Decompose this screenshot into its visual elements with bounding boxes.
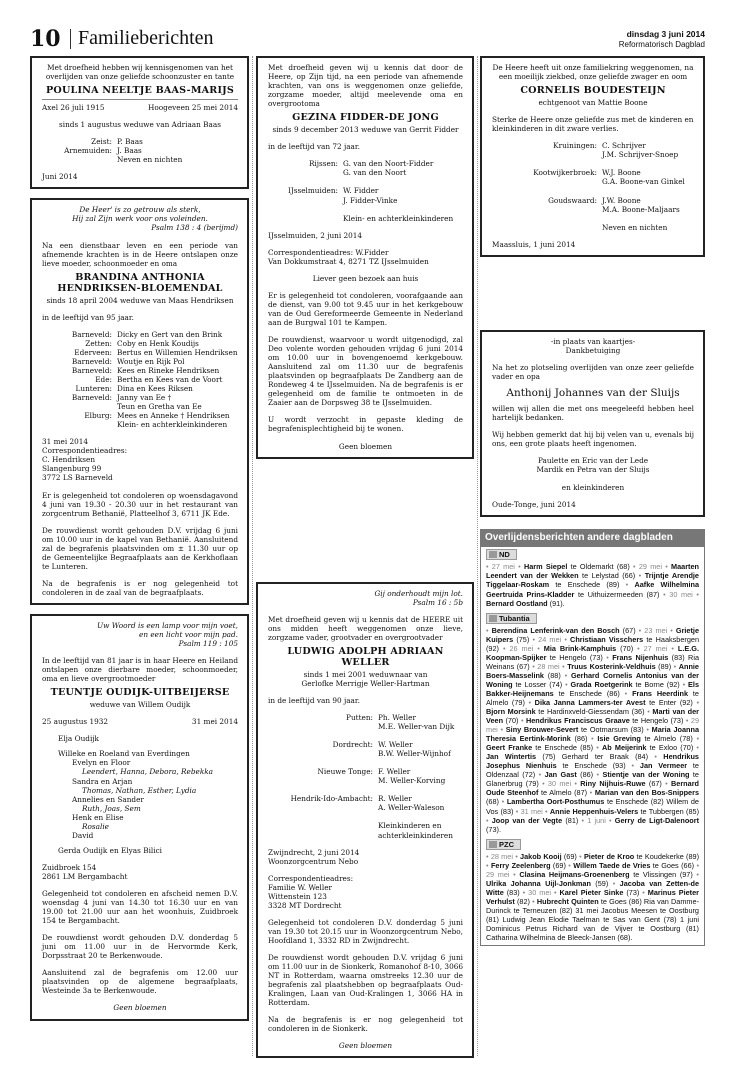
card-note: -in plaats van kaartjes- (550, 336, 636, 346)
mourner-place (268, 831, 373, 840)
divider (42, 99, 238, 100)
address-line: C. Hendriksen (42, 455, 96, 465)
widow-line: weduwe van Willem Oudijk (89, 700, 191, 710)
after-funeral-info: Na de begrafenis is er nog gelegenheid tot condoleren in de Sionkerk. (268, 1015, 463, 1034)
other-newspapers-list (480, 546, 705, 946)
mourner-names: Neven en nichten (602, 222, 668, 232)
newspaper-tag: PZC (486, 839, 521, 850)
quote-reference: Psalm 119 : 105 (178, 639, 238, 649)
mourners-list (268, 713, 463, 840)
mourner-place (492, 150, 597, 159)
mourner-place: Goudswaard: (548, 195, 597, 205)
mourner-place (492, 223, 597, 232)
burial-info: Aansluitend zal de begrafenis om 12.00 uur plaatsvinden op de algemene begraafplaats, Westeinde 3a te Berkenwoude. (42, 968, 238, 996)
notice-date: Oude-Tonge, juni 2014 (492, 500, 576, 510)
address-line: Van Dokkumstraat 4, 8271 TZ IJsselmuiden (268, 256, 429, 266)
mourners-list (42, 330, 238, 430)
notice-weller (256, 582, 474, 1059)
notice-intro: Na een dienstbaar leven en een periode van afnemende krachten is in de Heere ontslapen onze lieve moeder, schoonmoeder en oma (42, 240, 238, 268)
thanks-text: willen wij allen die met ons meegeleefd hebben heel hartelijk bedanken. (492, 403, 694, 422)
newspaper-name: Reformatorisch Dagblad (618, 40, 705, 49)
mourner-names: A. Weller-Waleson (378, 803, 445, 813)
mourner-place (268, 785, 373, 794)
date-line: Zwijndrecht, 2 juni 2014 (268, 847, 360, 857)
dress-note: U wordt verzocht in gepaste kleding de begrafenisplechtigheid bij te wonen. (268, 415, 463, 434)
widow-line: sinds 18 april 2004 weduwe van Maas Hendriksen (46, 295, 234, 305)
notice-intro: Met droefheid hebben wij kennisgenomen van het overlijden van onze geliefde schoonzuster en tante (45, 63, 235, 82)
mourner-names: Woutje en Rijk Pol (117, 356, 185, 366)
notice-van-der-sluijs (480, 330, 705, 518)
mourner-place: Dordrecht: (332, 740, 373, 750)
quote-line: Gij onderhoudt mijn lot. (374, 588, 463, 598)
obituary-list: • 28 mei • Jakob Kooij (69) • Pieter de Kroo te Koudekerke (89) • Ferry Zeelenberg (69) • Willem Taede de Vries te Goes (66) • 29 mei • Clasina Heijmans-Groenenberg te Vlissingen (97) • Ulrika Johanna Uijl-Jonkman (59) • Jacoba van Zetten-de Witte (83) • 30 mei • Karel Pieter Sinke (73) • Marinus Pieter Verhulst (82) • Hubrecht Quinten te Goes (86) Ria van Damme-Durinck te Terneuzen (82) 31 mei Jacobus Meesen te Oostburg (81) Ludwig Jean Elodie Taelman te Sas van Gent (78) 1 juni Dominicus Petrus Richard van de Vijver te Oostburg (81) Catharina Wilhelmina de Bleeck-Jansen (68). (486, 851, 700, 943)
address-line: Slangenburg 99 (42, 464, 102, 474)
mourner-place (492, 177, 597, 186)
deceased-name: CORNELIS BOUDESTEIJN (520, 85, 666, 97)
mourner-place (268, 196, 338, 205)
mourner-names (602, 214, 694, 223)
family-line: Henk en Elise (72, 812, 124, 822)
column-separator (252, 56, 253, 1056)
address-line: Familie W. Weller (268, 882, 333, 892)
notice-date: Juni 2014 (42, 172, 78, 182)
quote-line: Uw Woord is een lamp voor mijn voet, (97, 620, 238, 630)
address-line: Wittenstein 123 (268, 891, 327, 901)
quote-line: en een licht voor mijn pad. (139, 630, 238, 640)
condolence-info: Er is gelegenheid tot condoleren op woensdagavond 4 juni van 19.30 - 20.30 uur in het restaurant van zorgcentrum Bethanië, Platteelhof 3, 6711 JK Ede. (42, 490, 238, 518)
mourner-names: Kees en Rineke Hendriksen (117, 365, 220, 375)
mourner-place (268, 168, 338, 177)
mourner-place: Ede: (95, 374, 112, 384)
notice-fidder (256, 56, 474, 459)
mourner-names: Bertus en Willemien Hendriksen (117, 347, 238, 357)
mourner-place (42, 155, 112, 164)
mourner-names: Kleinkinderen en (378, 821, 442, 831)
home-address (42, 863, 238, 881)
deceased-name: GEZINA FIDDER-DE JONG (292, 112, 439, 124)
thanks-heading: Dankbetuiging (565, 345, 621, 355)
date-line: Woonzorgcentrum Nebo (268, 856, 359, 866)
widow-line: sinds 1 augustus weduwe van Adriaan Baas (59, 120, 221, 130)
mourner-names: C. Schrijver (602, 141, 646, 151)
mourner-names: P. Baas (117, 137, 143, 147)
page-header (30, 26, 705, 52)
deceased-name: LUDWIG ADOLPH ADRIAAN WELLER (287, 645, 444, 668)
newspaper-tag: ND (486, 549, 517, 560)
mourner-place (268, 205, 338, 214)
notice-intro: Met droefheid geven wij u kennis dat door de Heere, op Zijn tijd, na een periode van afnemende krachten, van ons is weggenomen onze geliefde, zorgzame moeder, altijd meelevende oma en overgrootoma (268, 63, 463, 109)
mourner-names (343, 177, 463, 186)
signatory-line: en kleinkinderen (561, 483, 625, 493)
mourner-names (378, 785, 463, 794)
signatories (492, 456, 694, 492)
spouse-line: echtgenoot van Mattie Boone (538, 98, 648, 108)
signatory-line: Mardik en Petra van der Sluijs (536, 465, 650, 475)
correspondence-address (268, 248, 463, 266)
thanks-text: Wij hebben gemerkt dat hij bij velen van u, evenals bij ons, een grote plaats heeft ingenomen. (492, 430, 694, 449)
mourners-list (492, 141, 694, 231)
family-line: Ruth, Joas, Sem (82, 803, 141, 813)
issue-date: dinsdag 3 juni 2014 (626, 29, 705, 39)
notice-boudesteijn (480, 56, 705, 257)
mourners-list (268, 159, 463, 222)
widower-line: sinds 1 mei 2001 weduwnaar van (303, 669, 428, 679)
deceased-name: BRANDINA ANTHONIA HENDRIKSEN-BLOEMENDAL (57, 271, 223, 294)
widower-line: Gerlofke Merrigje Weller-Hartman (301, 678, 430, 688)
mourner-names (378, 812, 463, 821)
mourner-place: Barneveld: (71, 329, 112, 339)
mourner-place: Lunteren: (75, 384, 112, 394)
mourner-place (268, 722, 373, 731)
closing-note: Geen bloemen (113, 1003, 167, 1013)
family-line: Annelies en Sander (72, 794, 144, 804)
mourner-names: Janny van Ee † (117, 393, 172, 403)
notice-date (268, 848, 463, 866)
mourner-place (268, 731, 373, 740)
mourner-names (602, 159, 694, 168)
mourner-names: Teun en Gretha van Ee (117, 402, 202, 412)
funeral-info: De rouwdienst wordt gehouden D.V. donderdag 5 juni om 11.00 uur in de Hervormde Kerk, Dorpsstraat 20 te Berkenwoude. (42, 933, 238, 961)
death-date: Hoogeveen 25 mei 2014 (148, 103, 238, 113)
address-line: Zuidbroek 154 (42, 862, 97, 872)
mourner-place (492, 159, 597, 168)
after-funeral-info: Na de begrafenis is er nog gelegenheid tot condoleren in de zaal van de begraafplaats. (42, 578, 238, 597)
notice-date: Maassluis, 1 juni 2014 (492, 239, 576, 249)
age-line: in de leeftijd van 72 jaar. (268, 142, 360, 152)
mourner-place: Ederveen: (74, 347, 112, 357)
family-line: Willeke en Roeland van Everdingen (58, 749, 190, 759)
mourner-place: Zeist: (91, 137, 112, 147)
mourner-place (268, 177, 338, 186)
closing-note: Geen bloemen (338, 441, 393, 451)
mourner-names (378, 758, 463, 767)
column-2 (256, 56, 474, 1067)
mourner-place (492, 186, 597, 195)
family-line: Thomas, Nathan, Esther, Lydia (82, 785, 197, 795)
mourner-names: J. Baas (117, 146, 142, 156)
mourner-names (378, 731, 463, 740)
mourner-place (492, 214, 597, 223)
obituary-list: • 27 mei • Harm Siepel te Oldemarkt (68) • 29 mei • Maarten Leendert van der Wekken te Lelystad (66) • Trijntje Arendje Tiggelaar-Roskam te Enschede (89) • Aafke Wilhelmina Geertruida Prins-Kladder te Uithuizermeeden (87) • 30 mei • Bernard Oostland (91). (486, 562, 700, 608)
mourner-names: G. van den Noort-Fidder (343, 159, 434, 169)
life-dates (42, 103, 238, 112)
mourner-names: Neven en nichten (117, 155, 183, 165)
family-line: Leendert, Hanna, Debora, Rebekka (82, 767, 214, 777)
mourner-place: Barneveld: (71, 365, 112, 375)
notice-intro: In de leeftijd van 81 jaar is in haar Heere en Heiland ontslapen onze dierbare moeder, schoonmoeder, oma en lieve overgrootmoeder (42, 656, 238, 684)
visit-note: Liever geen bezoek aan huis (312, 273, 419, 283)
mourner-place (268, 776, 373, 785)
mourner-place: Zetten: (85, 338, 112, 348)
mourner-names: W. Fidder (343, 186, 379, 196)
condolence-info: Gelegenheid tot condoleren D.V. donderdag 5 juni van 19.30 tot 20.15 uur in Woonzorgcentrum Nebo, Hoofdland 1, 3332 RD in Zwijndrecht. (268, 917, 463, 945)
mourner-place (42, 420, 112, 429)
quote-reference: Psalm 16 : 5b (412, 597, 463, 607)
mourner-place (268, 749, 373, 758)
mourner-names: Klein- en achterkleinkinderen (343, 213, 454, 223)
mourner-names (602, 186, 694, 195)
condolence-info: Er is gelegenheid tot condoleren, voorafgaande aan de dienst, van 9.00 tot 9.45 uur in het kerkgebouw van de Oud Gereformeerde Gemeente in Nederland aan de Burgwal 101 te Kampen. (268, 290, 463, 327)
mourner-names: F. Weller (378, 767, 411, 777)
newspaper-tag: Tubantia (486, 613, 537, 624)
closing-note: Geen bloemen (338, 1041, 393, 1051)
mourner-place: IJsselmuiden: (287, 186, 338, 196)
deceased-name: Anthonij Johannes van der Sluijs (506, 386, 680, 399)
mourner-place: Elburg: (84, 411, 112, 421)
quote-line: Hij zal Zijn werk voor ons voleinden. (72, 214, 208, 224)
mourner-names: M.A. Boone-Maljaars (602, 204, 680, 214)
deceased-name: TEUNTJE OUDIJK-UITBEIJERSE (50, 687, 230, 699)
mourner-names: W.J. Boone (602, 168, 641, 178)
death-date: 31 mei 2014 (191, 717, 238, 727)
mourner-names: J.M. Schrijver-Snoep (602, 150, 679, 160)
mourner-names: Coby en Henk Koudijs (117, 338, 199, 348)
other-newspapers-block (480, 529, 705, 946)
funeral-info: De rouwdienst, waarvoor u wordt uitgenodigd, zal Deo volente worden gehouden vrijdag 6 juni 2014 om 10.00 uur in bovengenoemd kerkgebouw. Aansluitend zal om 11.30 uur de begrafenis plaatsvinden op begraafplaats De Zandberg aan de Rondeweg 4 te IJsselmuiden. Na de begrafenis is er gelegenheid om de familie te ontmoeten in de Zaaier aan de Dorpsweg 38 te IJsselmuiden. (268, 335, 463, 408)
mourner-names: J. Fidder-Vinke (343, 195, 398, 205)
quote-line: De Heer' is zo getrouw als sterk, (79, 205, 201, 215)
family-line: David (72, 830, 94, 840)
notice-date: 31 mei 2014 (42, 437, 89, 447)
address-line: Correspondentieadres: (42, 446, 128, 456)
birth-date: 25 augustus 1932 (42, 717, 109, 727)
mourners-list (42, 137, 238, 164)
mourner-place: Kootwijkerbroek: (533, 168, 597, 178)
address-line: 2861 LM Bergambacht (42, 871, 128, 881)
mourner-names: M. Weller-Korving (378, 776, 446, 786)
mourner-names: Bertha en Kees van de Voort (117, 374, 223, 384)
mourner-names: Dina en Kees Riksen (117, 384, 193, 394)
age-line: in de leeftijd van 95 jaar. (42, 312, 134, 322)
mourner-place: Nieuwe Tonge: (317, 767, 373, 777)
widow-line: sinds 9 december 2013 weduwe van Gerrit Fidder (272, 125, 459, 135)
mourner-place (268, 214, 338, 223)
address-line: 3772 LS Barneveld (42, 473, 113, 483)
family-line: Sandra en Arjan (72, 776, 133, 786)
family-line: Gerda Oudijk en Elyas Bilici (58, 845, 162, 855)
page-number: 10 (30, 26, 61, 52)
mourner-place (268, 812, 373, 821)
mourner-place: Rijssen: (308, 159, 338, 169)
mourner-names: Mees en Anneke † Hendriksen (117, 411, 230, 421)
notice-baas (30, 56, 249, 189)
birth-date: Axel 26 juli 1915 (42, 103, 105, 113)
mourner-place: Barneveld: (71, 356, 112, 366)
section-title: Familieberichten (78, 27, 214, 49)
funeral-info: De rouwdienst wordt gehouden D.V. vrijdag 6 juni om 10.00 uur in de kapel van Bethanië. Aansluitend zal de begrafenis plaatsvinden om ± 11.30 uur op de Gemeentelijke Begraafplaats aan de Kerkhoflaan te Lunteren. (42, 525, 238, 571)
correspondence-address (42, 446, 238, 482)
mourner-names: R. Weller (378, 794, 412, 804)
mourner-names: B.W. Weller-Wijnhof (378, 749, 451, 759)
family-line: Evelyn en Floor (72, 758, 131, 768)
header-divider (70, 29, 71, 49)
mourner-place (268, 758, 373, 767)
funeral-info: De rouwdienst wordt gehouden D.V. vrijdag 6 juni om 11.00 uur in de Sionkerk, Romanohof 8-10, 3066 NT in Rotterdam, waarna omstreeks 12.30 uur de begrafenis zal plaatshebben op begraafplaats Oud-Kralingen, Laan van Oud-Kralingen 1, 3066 HA in Rotterdam. (268, 953, 463, 1008)
deceased-name: POULINA NEELTJE BAAS-MARIJS (45, 85, 235, 97)
mourner-names: G. van den Noort (343, 168, 407, 178)
notice-intro: Met droefheid geven wij u kennis dat de HEERE uit ons midden heeft weggenomen onze lieve, zorgzame vader, grootvader en overgrootvader (268, 614, 463, 642)
mourner-names: W. Weller (378, 740, 413, 750)
notice-hendriksen (30, 198, 249, 605)
mourner-names: G.A. Boone-van Ginkel (602, 177, 685, 187)
comfort-line: Sterke de Heere onze geliefde zus met de kinderen en kleinkinderen in dit zware verlies. (492, 115, 694, 134)
age-line: in de leeftijd van 90 jaar. (268, 695, 360, 705)
notice-intro: Na het zo plotseling overlijden van onze zeer geliefde vader en opa (492, 362, 694, 381)
mourner-names: J.W. Boone (602, 195, 641, 205)
mourner-names: Klein- en achterkleinkinderen (117, 420, 228, 430)
condolence-info: Gelegenheid tot condoleren en afscheid nemen D.V. woensdag 4 juni van 14.30 tot 16.30 uur en van 19.00 tot 21.00 uur aan het woonhuis, Zuidbroek 154 te Bergambacht. (42, 889, 238, 926)
signatory-line (492, 474, 694, 483)
mourner-names (343, 205, 463, 214)
mourner-names: Ph. Weller (378, 712, 416, 722)
column-separator (477, 56, 478, 1056)
mourner-names: M.E. Weller-van Dijk (378, 721, 455, 731)
mourner-names: achterkleinkinderen (378, 830, 453, 840)
signatory-line: Paulette en Eric van der Lede (537, 456, 649, 466)
mourner-place: Arnemuiden: (64, 146, 112, 156)
mourner-place (492, 205, 597, 214)
mourner-place: Hendrik-Ido-Ambacht: (290, 794, 373, 804)
family-line: Elja Oudijk (58, 734, 99, 744)
mourner-place: Kruiningen: (553, 141, 597, 151)
obituary-list: • Berendina Lenferink-van den Bosch (67) • 23 mei • Grietje Kuipers (75) • 24 mei • Christiaan Visschers te Haaksbergen (92) • 26 mei • Mia Brink-Kamphuis (70) • 27 mei • L.E.G. Koopman-Spijker te Hengelo (73) • Frans Nijenhuis (83) Ria Weinans (67) • 28 mei • Truus Kosterink-Veldhuis (89) • Annie Boers-Masselink (88) • Gerhard Cornelis Antonius van der Woning te Losser (74) • Grada Roetgerink te Borne (92) • Els Bakker-Heijnemans te Enschede (86) • Frans Heerdink te Almelo (79) • Dika Janna Lammers-ter Avest te Enter (92) • Bjorn Morsink te Hardinxveld-Giessendam (36) • Marti van der Veen (70) • Hendrikus Franciscus Graave te Hengelo (73) • 29 mei • Siny Brouwer-Severt te Ootmarsum (83) • Maria Joanna Theresia Eertink-Morink (86) • Isie Greving te Almelo (78) • Geert Franke te Enschede (85) • Ab Meijerink te Exloo (70) • Jan Wintertis (75) Gerhard ter Braak (84) • Hendrikus Josephus Nienhuis te Enschede (93) • Jan Vermeer te Oldenzaal (72) • Jan Gast (86) • Stientje van der Woning te Glanerbrug (79) • 30 mei • Riny Nijhuis-Ruwe (67) • Bernard Oude Steenhof te Almelo (87) • Marian van den Bos-Snippers (68) • Lambertha Oort-Posthumus te Enschede (82) Willem de Vos (83) • 31 mei • Annie Heppenhuis-Velers te Tubbergen (85) • Joop van der Vegte (81) • 1 juni • Gerry de Ligt-Dalenoort (73). (486, 625, 700, 834)
notice-oudijk (30, 614, 249, 1021)
address-line: Correspondentieadres: W.Fidder (268, 247, 389, 257)
mourner-place (42, 402, 112, 411)
address-line: Correspondentieadres: (268, 873, 354, 883)
mourner-place: Barneveld: (71, 393, 112, 403)
quote-reference: Psalm 138 : 4 (berijmd) (151, 223, 238, 233)
mourner-place: Putten: (346, 712, 373, 722)
column-3 (480, 56, 705, 946)
family-list (42, 734, 238, 855)
correspondence-address (268, 874, 463, 910)
mourner-names: Dicky en Gert van den Brink (117, 329, 223, 339)
notice-date: IJsselmuiden, 2 juni 2014 (268, 230, 363, 240)
address-line: 3328 MT Dordrecht (268, 900, 342, 910)
mourner-place (268, 821, 373, 830)
life-dates (42, 717, 238, 726)
notice-intro: De Heere heeft uit onze familiekring weggenomen, na een moeilijk ziekbed, onze geliefde zwager en oom (492, 63, 694, 82)
other-newspapers-title: Overlijdensberichten andere dagbladen (480, 529, 705, 546)
mourner-place (268, 803, 373, 812)
family-line: Rosalie (82, 821, 109, 831)
column-1 (30, 56, 249, 1030)
